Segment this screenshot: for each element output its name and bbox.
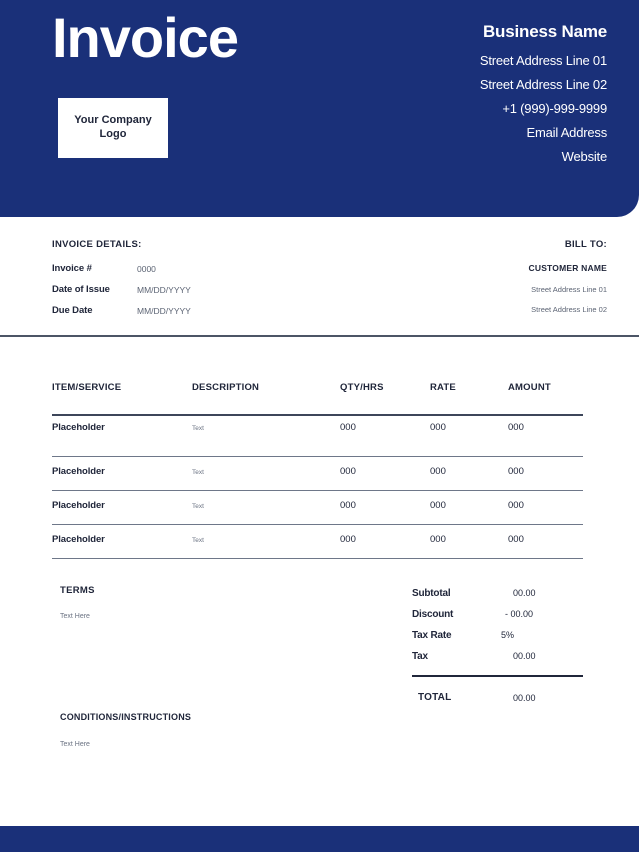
business-street-line-02: Street Address Line 02 xyxy=(479,77,607,92)
cell-description: Text xyxy=(192,537,204,544)
table-header-rule xyxy=(52,414,583,416)
grand-total-value: 00.00 xyxy=(513,693,536,703)
totals-value-tax: 00.00 xyxy=(513,651,536,661)
cell-rate: 000 xyxy=(430,534,446,545)
cell-qty-hrs: 000 xyxy=(340,466,356,477)
grand-total-label: TOTAL xyxy=(418,692,452,703)
bill-to-title: BILL TO: xyxy=(564,239,607,250)
table-header-rate: RATE xyxy=(430,382,456,393)
cell-qty-hrs: 000 xyxy=(340,422,356,433)
cell-item-service: Placeholder xyxy=(52,422,105,433)
detail-label-date-of-issue: Date of Issue xyxy=(52,284,110,295)
cell-qty-hrs: 000 xyxy=(340,500,356,511)
table-footer-rule xyxy=(52,558,583,559)
table-row-rule xyxy=(52,524,583,525)
conditions-title: CONDITIONS/INSTRUCTIONS xyxy=(60,712,192,722)
table-header-qty-hrs: QTY/HRS xyxy=(340,382,384,393)
bill-to-street-line-01[interactable]: Street Address Line 01 xyxy=(531,285,607,294)
cell-description: Text xyxy=(192,503,204,510)
table-header-item-service: ITEM/SERVICE xyxy=(52,382,122,393)
invoice-footer-band xyxy=(0,826,639,852)
totals-label-subtotal: Subtotal xyxy=(412,588,451,599)
cell-rate: 000 xyxy=(430,500,446,511)
bill-to-street-line-02[interactable]: Street Address Line 02 xyxy=(531,305,607,314)
details-section xyxy=(0,230,639,335)
business-phone: +1 (999)-999-9999 xyxy=(502,101,607,116)
cell-description: Text xyxy=(192,469,204,476)
table-row[interactable] xyxy=(0,534,639,568)
totals-value-subtotal: 00.00 xyxy=(513,588,536,598)
table-row-rule xyxy=(52,490,583,491)
table-header-amount: AMOUNT xyxy=(508,382,551,393)
business-email: Email Address xyxy=(526,125,607,140)
cell-amount: 000 xyxy=(508,500,524,511)
totals-divider xyxy=(412,675,583,677)
section-divider xyxy=(0,335,639,337)
invoice-details-title: INVOICE DETAILS: xyxy=(52,239,142,250)
detail-label-invoice-number: Invoice # xyxy=(52,263,92,274)
table-header-description: DESCRIPTION xyxy=(192,382,260,393)
table-row[interactable] xyxy=(0,500,639,534)
totals-value-tax-rate: 5% xyxy=(501,630,515,640)
terms-body[interactable]: Text Here xyxy=(60,613,90,620)
cell-rate: 000 xyxy=(430,422,446,433)
conditions-body[interactable]: Text Here xyxy=(60,741,90,748)
cell-description: Text xyxy=(192,425,204,432)
business-street-line-01: Street Address Line 01 xyxy=(479,53,607,68)
cell-item-service: Placeholder xyxy=(52,534,105,545)
business-name: Business Name xyxy=(482,22,607,41)
detail-value-invoice-number[interactable]: 0000 xyxy=(137,263,156,274)
totals-label-tax-rate: Tax Rate xyxy=(412,630,452,641)
cell-rate: 000 xyxy=(430,466,446,477)
business-website: Website xyxy=(561,149,607,164)
cell-item-service: Placeholder xyxy=(52,500,105,511)
table-row[interactable] xyxy=(0,422,639,456)
cell-qty-hrs: 000 xyxy=(340,534,356,545)
bill-to-customer-name[interactable]: CUSTOMER NAME xyxy=(528,263,607,273)
terms-title: TERMS xyxy=(60,585,95,596)
totals-label-tax: Tax xyxy=(412,651,428,662)
table-row-rule xyxy=(52,456,583,457)
cell-amount: 000 xyxy=(508,422,524,433)
detail-label-due-date: Due Date xyxy=(52,305,93,316)
business-info-block xyxy=(480,22,607,173)
detail-value-due-date[interactable]: MM/DD/YYYY xyxy=(137,305,191,316)
company-logo-label: Your Company Logo xyxy=(74,114,152,140)
totals-label-discount: Discount xyxy=(412,609,454,620)
detail-value-date-of-issue[interactable]: MM/DD/YYYY xyxy=(137,284,191,295)
cell-amount: 000 xyxy=(508,466,524,477)
page-title: Invoice xyxy=(52,6,238,69)
company-logo-placeholder[interactable] xyxy=(58,98,168,158)
cell-amount: 000 xyxy=(508,534,524,545)
table-row[interactable] xyxy=(0,466,639,500)
totals-value-discount: - 00.00 xyxy=(505,609,534,619)
cell-item-service: Placeholder xyxy=(52,466,105,477)
